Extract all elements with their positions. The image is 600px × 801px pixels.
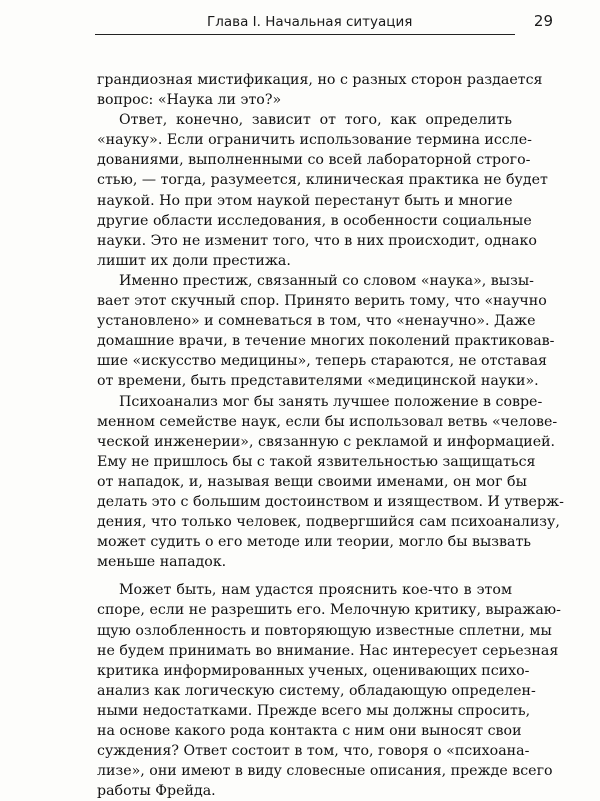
text-line: меньше нападок.: [97, 554, 227, 571]
text-line: науки. Это не изменит того, что в них происходит, однако: [97, 232, 537, 249]
text-line: установлено» и сомневаться в том, что «ненаучно». Даже: [97, 313, 536, 330]
text-line: лишит их доли престижа.: [97, 252, 291, 269]
page-number: 29: [533, 12, 553, 30]
text-line: не будем принимать во внимание. Нас интересует серьезная: [97, 642, 559, 659]
text-line: на основе какого рода контакта с ним они выносят свои: [97, 723, 522, 739]
text-line: Ему не пришлось бы с такой язвительностью защищаться: [97, 453, 536, 470]
text-line: лизе», они имеют в виду словесные описания, прежде всего: [97, 763, 553, 780]
text-line: работы Фрейда.: [97, 783, 216, 800]
paragraph: [97, 271, 555, 392]
paragraph: [97, 392, 564, 573]
paragraph: [97, 110, 548, 271]
text-line: Психоанализ мог бы занять лучшее положение в совре-: [119, 393, 543, 410]
page-header: [95, 12, 553, 35]
paragraph-gap: [97, 572, 512, 580]
text-line: стью, — тогда, разумеется, клиническая практика не будет: [97, 172, 548, 189]
text-line: суждения? Ответ состоит в том, что, говоря о «психоана-: [97, 743, 530, 760]
text-line: домашние врачи, в течение многих поколений практиковав-: [97, 333, 555, 350]
body-text: [97, 70, 564, 801]
text-line: Ответ, конечно, зависит от того, как определить: [119, 112, 512, 129]
text-line: дованиями, выполненными со всей лабораторной строго-: [97, 152, 531, 169]
text-line: щую озлобленность и повторяющую известные сплетни, мы: [97, 622, 552, 639]
text-line: дения, что только человек, подвергшийся сам психоанализу,: [97, 514, 560, 531]
text-line: наукой. Но при этом наукой перестанут быть и многие: [97, 192, 513, 209]
text-line: критика информированных ученых, оценивающих психо-: [97, 662, 530, 679]
text-line: шие «искусство медицины», теперь стараются, не отставая: [97, 353, 548, 370]
paragraph: [97, 70, 543, 110]
text-line: «науку». Если ограничить использование термина иссле-: [97, 132, 532, 149]
paragraph: [97, 580, 561, 801]
text-line: делать это с большим достоинством и изяществом. И утверж-: [97, 493, 564, 510]
text-line: вопрос: «Наука ли это?»: [97, 92, 282, 109]
text-line: анализ как логическую систему, обладающую определен-: [97, 682, 536, 699]
text-line: ческой инженерии», связанную с рекламой и информацией.: [97, 433, 556, 450]
text-line: ными недостатками. Прежде всего мы должны спросить,: [97, 702, 531, 719]
text-line: Может быть, нам удастся прояснить кое-что в этом: [119, 582, 512, 599]
text-line: от времени, быть представителями «медицинской науки».: [97, 373, 539, 390]
text-line: вает этот скучный спор. Принято верить тому, что «научно: [97, 293, 547, 310]
text-line: грандиозная мистификация, но с разных сторон раздается: [97, 72, 543, 88]
text-line: от нападок, и, называя вещи своими именами, он мог бы: [97, 473, 527, 490]
text-line: споре, если не разрешить его. Мелочную критику, выражаю-: [97, 602, 561, 619]
text-line: может судить о его методе или теории, могло бы вызвать: [97, 534, 532, 551]
text-line: другие области исследования, в особенности социальные: [97, 212, 532, 229]
text-line: Именно престиж, связанный со словом «наука», вызы-: [119, 272, 534, 289]
chapter-title: Глава I. Начальная ситуация: [207, 14, 413, 30]
text-line: менном семействе наук, если бы использовал ветвь «челове-: [97, 413, 558, 430]
